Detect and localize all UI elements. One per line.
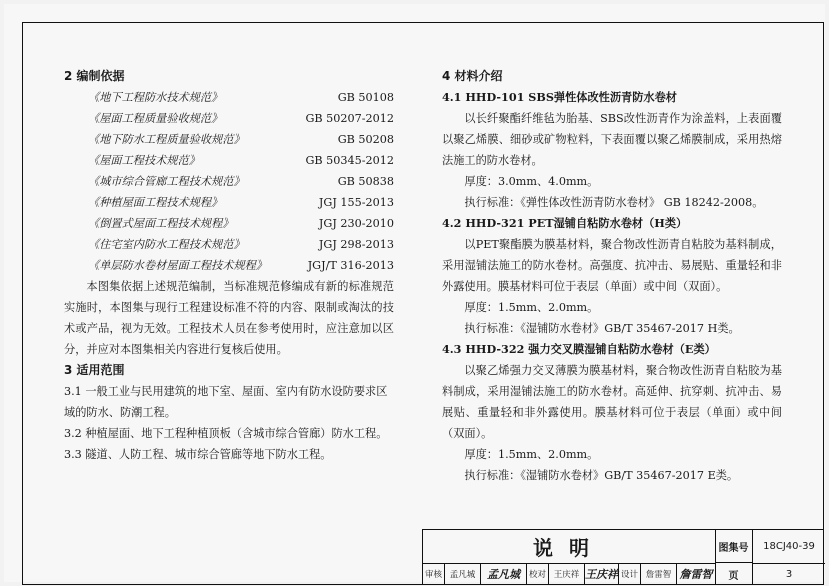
section-2-paragraph: 本图集依据上述规范编制，当标准规范修编成有新的标准规范实施时，本图集与现行工程建设标准不符的内容、限制或淘汰的技术或产品，视为无效。工程技术人员在参考使用时，应注意加以区分，并应对本图集相关内容进行复核后使用。 bbox=[64, 280, 394, 356]
checker-name: 王庆祥 bbox=[549, 563, 585, 585]
material-3-thickness: 厚度：1.5mm、2.0mm。 bbox=[464, 448, 599, 461]
material-1-standard: 执行标准：《弹性体改性沥青防水卷材》 GB 18242-2008。 bbox=[464, 196, 764, 209]
standard-row: 《屋面工程技术规范》 GB 50345-2012 bbox=[88, 154, 394, 167]
section-3-heading: 3 适用范围 bbox=[64, 363, 125, 377]
standard-row: 《屋面工程质量验收规范》 GB 50207-2012 bbox=[88, 112, 394, 125]
standard-row: 《地下防水工程质量验收规范》 GB 50208 bbox=[88, 133, 394, 146]
standard-row: 《单层防水卷材屋面工程技术规程》 JGJ/T 316-2013 bbox=[88, 259, 394, 272]
material-2-standard: 执行标准：《湿铺防水卷材》GB/T 35467-2017 H类。 bbox=[464, 322, 740, 335]
right-column bbox=[442, 66, 782, 486]
standard-row: 《种植屋面工程技术规程》 JGJ 155-2013 bbox=[88, 196, 394, 209]
material-1-description: 以长纤聚酯纤维毡为胎基、SBS改性沥青作为涂盖料，上表面覆以聚乙烯膜、细砂或矿物粒料，下表面覆以聚乙烯膜制成，采用热熔法施工的防水卷材。 bbox=[442, 112, 782, 167]
standard-row: 《城市综合管廊工程技术规范》 GB 50838 bbox=[88, 175, 394, 188]
standard-row: 《地下工程防水技术规范》 GB 50108 bbox=[88, 91, 394, 104]
reviewer-signature: 孟凡城 bbox=[481, 563, 527, 585]
material-3-description: 以聚乙烯强力交叉薄膜为膜基材料，聚合物改性沥青自粘胶为基料制成，采用湿铺法施工的防水卷材。高延伸、抗穿刺、抗冲击、易展贴、重量轻和非外露使用。膜基材料可位于表层（单面）或中间（双面）。 bbox=[442, 364, 782, 440]
page-label: 页 bbox=[715, 563, 753, 585]
material-3-title: 4.3 HHD-322 强力交叉膜湿铺自粘防水卷材（E类） bbox=[442, 342, 716, 356]
designer-label: 设计 bbox=[619, 563, 641, 585]
section-2-heading: 2 编制依据 bbox=[64, 69, 125, 83]
reviewer-name: 孟凡城 bbox=[445, 563, 481, 585]
atlas-number-value: 18CJ40-39 bbox=[753, 530, 825, 564]
material-2-title: 4.2 HHD-321 PET湿铺自粘防水卷材（H类） bbox=[442, 216, 688, 230]
scope-item: 3.3 隧道、人防工程、城市综合管廊等地下防水工程。 bbox=[64, 448, 332, 461]
designer-signature: 詹雷智 bbox=[679, 568, 713, 581]
standards-list bbox=[64, 87, 394, 276]
page-value: 3 bbox=[785, 568, 793, 580]
designer-name: 詹雷智 bbox=[641, 563, 677, 585]
standard-row: 《倒置式屋面工程技术规程》 JGJ 230-2010 bbox=[88, 217, 394, 230]
material-2-description: 以PET聚酯膜为膜基材料，聚合物改性沥青自粘胶为基料制成，采用湿铺法施工的防水卷材。高强度、抗冲击、易展贴、重量轻和非外露使用。膜基材料可位于表层（单面）或中间（双面）。 bbox=[442, 238, 782, 293]
checker-signature: 王庆祥 bbox=[585, 563, 619, 585]
signature-row bbox=[423, 563, 716, 585]
title-block bbox=[422, 529, 824, 585]
reviewer-label: 审核 bbox=[423, 563, 445, 585]
checker-label: 校对 bbox=[527, 563, 549, 585]
left-column bbox=[64, 66, 394, 465]
atlas-number-label: 图集号 bbox=[715, 530, 753, 563]
scope-item: 3.1 一般工业与民用建筑的地下室、屋面、室内有防水设防要求区域的防水、防潮工程。 bbox=[64, 385, 388, 419]
material-1-title: 4.1 HHD-101 SBS弹性体改性沥青防水卷材 bbox=[442, 90, 677, 104]
drawing-sheet bbox=[4, 4, 825, 582]
drawing-title: 说明 bbox=[423, 530, 716, 564]
standard-row: 《住宅室内防水工程技术规范》 JGJ 298-2013 bbox=[88, 238, 394, 251]
section-4-heading: 4 材料介绍 bbox=[442, 69, 503, 83]
material-2-thickness: 厚度：1.5mm、2.0mm。 bbox=[464, 301, 599, 314]
material-1-thickness: 厚度：3.0mm、4.0mm。 bbox=[464, 175, 599, 188]
material-3-standard: 执行标准：《湿铺防水卷材》GB/T 35467-2017 E类。 bbox=[464, 469, 739, 482]
scope-item: 3.2 种植屋面、地下工程种植顶板（含城市综合管廊）防水工程。 bbox=[64, 427, 388, 440]
